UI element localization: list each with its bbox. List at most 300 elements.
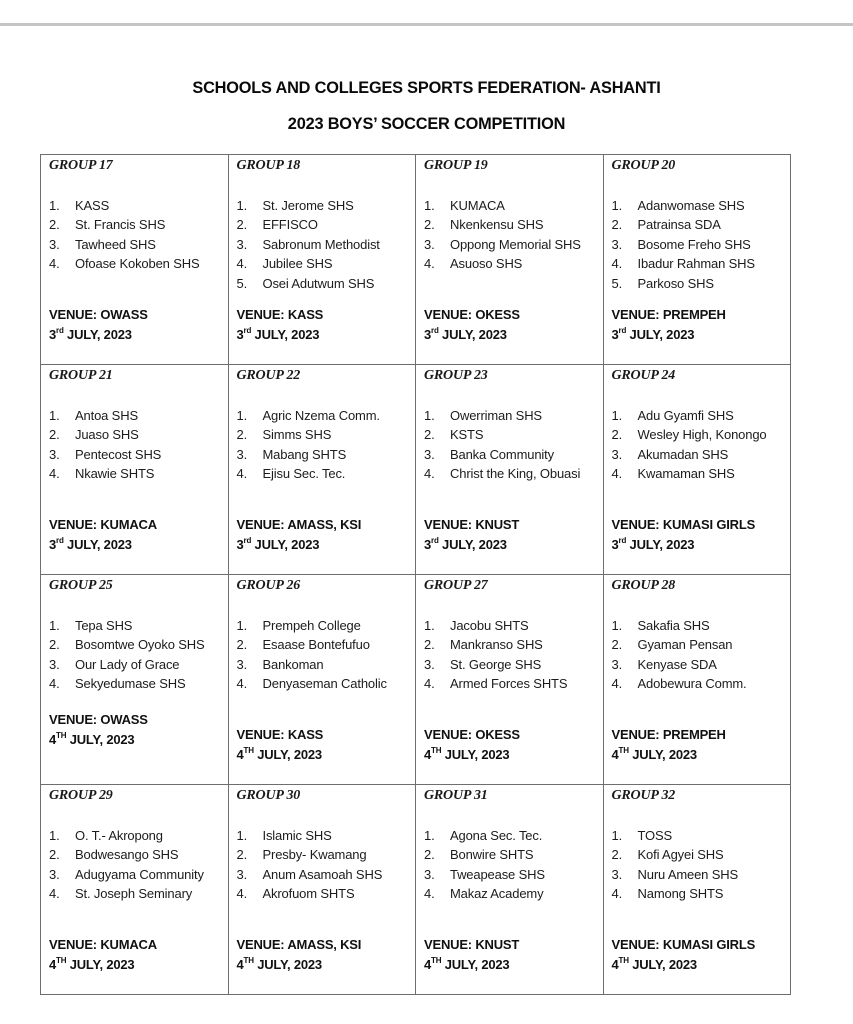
school-list-item [237, 464, 408, 483]
school-number: 1. [49, 198, 60, 213]
venue-block [237, 305, 324, 345]
venue-label: VENUE: OWASS [49, 712, 148, 727]
school-name: Parkoso SHS [637, 275, 714, 291]
school-list-item [424, 464, 595, 483]
school-name: Prempeh College [262, 618, 361, 633]
school-number: 3. [424, 446, 435, 462]
group-cell [416, 575, 604, 785]
school-name: Agona Sec. Tec. [450, 828, 543, 843]
group-title: GROUP 26 [236, 578, 301, 593]
school-list-item [612, 445, 783, 464]
group-title: GROUP 25 [49, 578, 113, 593]
school-number: 3. [49, 656, 60, 672]
school-name: EFFISCO [262, 217, 318, 233]
school-name: Osei Adutwum SHS [262, 275, 375, 291]
school-number: 1. [611, 408, 623, 423]
school-list [424, 196, 595, 274]
group-title: GROUP 21 [49, 368, 113, 383]
school-name: Bankoman [262, 656, 324, 672]
school-number: 3. [236, 656, 248, 672]
group-cell [228, 785, 416, 995]
group-title: GROUP 32 [611, 788, 676, 803]
school-name: Ejisu Sec. Tec. [262, 466, 346, 482]
venue-label: VENUE: PREMPEH [611, 727, 726, 742]
match-date [49, 535, 157, 555]
school-number: 4. [424, 256, 435, 272]
school-list-item [612, 254, 783, 273]
group-card [41, 575, 228, 784]
school-number: 4. [236, 256, 248, 272]
date-month-year: JULY, 2023 [253, 957, 322, 972]
school-number: 4. [611, 676, 623, 692]
school-list-item [424, 674, 595, 693]
group-cell [603, 365, 791, 575]
school-list-item [237, 254, 408, 273]
venue-label: VENUE: OWASS [49, 307, 148, 322]
venue-label: VENUE: KNUST [424, 937, 520, 952]
groups-row [41, 155, 791, 365]
school-name: KUMACA [450, 198, 505, 213]
school-name: Adu Gyamfi SHS [637, 408, 734, 423]
date-day: 3 [236, 327, 244, 342]
group-cell [603, 155, 791, 365]
group-card [229, 155, 416, 364]
school-number: 1. [611, 828, 623, 843]
date-day: 4 [236, 957, 244, 972]
school-name: Banka Community [450, 446, 554, 462]
group-cell [41, 785, 229, 995]
school-number: 3. [49, 236, 60, 252]
school-number: 4. [49, 256, 60, 272]
group-cell [416, 785, 604, 995]
school-name: Tweapease SHS [450, 866, 545, 882]
venue-label: VENUE: KUMACA [49, 517, 157, 532]
school-list-item [612, 655, 783, 674]
school-list-item [49, 635, 220, 654]
group-title: GROUP 27 [424, 578, 488, 593]
match-date [49, 325, 148, 345]
school-name: Patrainsa SDA [637, 217, 721, 233]
date-ordinal-suffix: TH [56, 730, 67, 740]
group-cell [603, 785, 791, 995]
school-list [237, 196, 408, 293]
school-list-item [424, 425, 595, 444]
school-number: 4. [49, 886, 60, 902]
date-ordinal-suffix: TH [431, 955, 442, 965]
school-name: Ofoase Kokoben SHS [75, 256, 200, 272]
school-name: Kenyase SDA [637, 656, 717, 672]
date-ordinal-suffix: TH [243, 745, 254, 755]
school-list-item [49, 406, 220, 425]
date-month-year: JULY, 2023 [628, 957, 697, 972]
page-top-divider [0, 23, 853, 26]
match-date [612, 325, 726, 345]
school-list-item [49, 196, 220, 215]
group-cell [41, 155, 229, 365]
school-number: 3. [611, 866, 623, 882]
school-name: Agric Nzema Comm. [262, 408, 380, 423]
date-month-year: JULY, 2023 [63, 327, 132, 342]
school-list [612, 826, 783, 904]
venue-block [49, 710, 148, 750]
venue-block [424, 515, 519, 555]
match-date [424, 955, 519, 975]
group-title: GROUP 29 [49, 788, 113, 803]
school-number: 3. [236, 446, 248, 462]
school-name: St. Jerome SHS [262, 198, 354, 213]
school-number: 3. [611, 656, 623, 672]
school-name: Simms SHS [262, 427, 332, 443]
school-name: Jubilee SHS [262, 256, 333, 272]
date-ordinal-suffix: rd [431, 325, 439, 335]
school-list-item [49, 884, 220, 903]
group-cell [603, 575, 791, 785]
school-list-item [612, 845, 783, 864]
school-number: 2. [236, 427, 248, 443]
school-list-item [612, 274, 783, 293]
school-list-item [612, 616, 783, 635]
date-day: 4 [49, 957, 57, 972]
school-name: St. George SHS [450, 656, 542, 672]
school-number: 4. [49, 466, 60, 482]
school-name: Adobewura Comm. [637, 676, 747, 692]
school-list-item [424, 254, 595, 273]
school-list-item [424, 406, 595, 425]
school-number: 1. [424, 198, 435, 213]
school-list-item [49, 425, 220, 444]
match-date [424, 745, 520, 765]
school-name: Mankranso SHS [450, 637, 543, 653]
school-number: 2. [236, 847, 248, 863]
date-day: 3 [611, 537, 619, 552]
school-name: Oppong Memorial SHS [450, 236, 581, 252]
school-number: 2. [49, 847, 60, 863]
date-ordinal-suffix: TH [56, 955, 67, 965]
school-number: 3. [424, 236, 435, 252]
school-name: O. T.- Akropong [75, 828, 163, 843]
school-list-item [424, 445, 595, 464]
groups-row [41, 575, 791, 785]
school-list-item [237, 196, 408, 215]
group-card [41, 365, 228, 574]
school-name: Akrofuom SHTS [262, 886, 355, 902]
date-day: 3 [49, 537, 57, 552]
date-month-year: JULY, 2023 [66, 732, 135, 747]
date-ordinal-suffix: rd [618, 325, 627, 335]
school-number: 2. [49, 427, 60, 443]
school-name: Armed Forces SHTS [450, 676, 568, 692]
school-number: 4. [236, 466, 248, 482]
school-name: Bosome Freho SHS [637, 236, 751, 252]
school-list [237, 616, 408, 694]
school-name: Nkenkensu SHS [450, 217, 544, 233]
date-ordinal-suffix: rd [618, 535, 627, 545]
group-card [41, 785, 228, 994]
group-cell [228, 365, 416, 575]
groups-table [40, 154, 791, 995]
school-number: 3. [236, 236, 248, 252]
school-list-item [612, 635, 783, 654]
school-name: Ibadur Rahman SHS [637, 256, 755, 272]
date-day: 3 [49, 327, 57, 342]
school-list-item [49, 826, 220, 845]
school-name: Antoa SHS [75, 408, 138, 423]
venue-block [49, 305, 148, 345]
school-number: 1. [236, 618, 248, 633]
date-month-year: JULY, 2023 [441, 957, 510, 972]
date-ordinal-suffix: TH [618, 745, 629, 755]
date-ordinal-suffix: TH [431, 745, 442, 755]
school-name: Tawheed SHS [75, 236, 156, 252]
venue-label: VENUE: KASS [236, 307, 324, 322]
group-title: GROUP 24 [611, 368, 676, 383]
date-month-year: JULY, 2023 [63, 537, 132, 552]
school-number: 3. [424, 656, 435, 672]
group-title: GROUP 30 [236, 788, 301, 803]
school-number: 2. [611, 217, 623, 233]
group-title: GROUP 17 [49, 158, 113, 173]
date-month-year: JULY, 2023 [441, 747, 510, 762]
venue-block [612, 305, 726, 345]
group-card [604, 155, 791, 364]
school-list [237, 826, 408, 904]
school-number: 1. [49, 408, 60, 423]
date-month-year: JULY, 2023 [438, 537, 507, 552]
school-name: Namong SHTS [637, 886, 724, 902]
school-name: Nkawie SHTS [75, 466, 155, 482]
school-list-item [612, 884, 783, 903]
school-number: 4. [236, 886, 248, 902]
school-list-item [424, 616, 595, 635]
venue-block [49, 935, 157, 975]
group-card [416, 785, 603, 994]
school-list-item [424, 635, 595, 654]
school-number: 1. [49, 828, 60, 843]
date-ordinal-suffix: rd [243, 325, 252, 335]
date-day: 4 [611, 747, 619, 762]
group-cell [416, 155, 604, 365]
venue-block [237, 515, 362, 555]
match-date [237, 535, 362, 555]
date-day: 4 [611, 957, 619, 972]
school-name: Christ the King, Obuasi [450, 466, 581, 482]
school-list [49, 406, 220, 484]
school-number: 4. [611, 886, 623, 902]
school-number: 4. [424, 676, 435, 692]
school-list-item [424, 865, 595, 884]
match-date [237, 745, 324, 765]
venue-block [612, 935, 756, 975]
groups-row [41, 365, 791, 575]
school-number: 2. [611, 427, 623, 443]
school-name: Anum Asamoah SHS [262, 866, 383, 882]
school-list-item [237, 865, 408, 884]
school-list-item [424, 196, 595, 215]
school-name: Nuru Ameen SHS [637, 866, 739, 882]
school-list-item [237, 884, 408, 903]
school-number: 1. [236, 828, 248, 843]
group-card [604, 785, 791, 994]
school-name: Tepa SHS [75, 618, 133, 633]
school-list-item [237, 616, 408, 635]
school-name: Our Lady of Grace [75, 656, 180, 672]
date-day: 4 [49, 732, 57, 747]
group-card [229, 365, 416, 574]
school-list-item [424, 215, 595, 234]
school-number: 4. [49, 676, 60, 692]
school-name: Akumadan SHS [637, 446, 729, 462]
school-number: 4. [424, 466, 435, 482]
school-name: Bosomtwe Oyoko SHS [75, 637, 205, 653]
school-name: Kofi Agyei SHS [637, 847, 724, 863]
school-list-item [49, 616, 220, 635]
school-list-item [424, 884, 595, 903]
venue-block [237, 935, 362, 975]
date-month-year: JULY, 2023 [626, 327, 695, 342]
school-list [49, 616, 220, 694]
group-card [229, 575, 416, 784]
school-name: Gyaman Pensan [637, 637, 733, 653]
school-name: Juaso SHS [75, 427, 139, 443]
match-date [49, 730, 148, 750]
school-list-item [237, 845, 408, 864]
school-number: 5. [236, 275, 248, 291]
group-card [604, 365, 791, 574]
match-date [237, 955, 362, 975]
date-month-year: JULY, 2023 [251, 537, 320, 552]
school-list [49, 826, 220, 904]
school-list-item [49, 235, 220, 254]
match-date [424, 535, 519, 555]
school-name: Adugyama Community [75, 866, 204, 882]
match-date [612, 745, 726, 765]
school-list-item [612, 215, 783, 234]
group-title: GROUP 20 [611, 158, 676, 173]
school-list-item [49, 254, 220, 273]
school-list-item [612, 674, 783, 693]
school-name: Asuoso SHS [450, 256, 523, 272]
school-list-item [49, 655, 220, 674]
date-month-year: JULY, 2023 [628, 747, 697, 762]
school-name: Presby- Kwamang [262, 847, 367, 863]
match-date [612, 955, 756, 975]
school-list [49, 196, 220, 274]
groups-row [41, 785, 791, 995]
match-date [237, 325, 324, 345]
group-title: GROUP 31 [424, 788, 488, 803]
venue-label: VENUE: KUMACA [49, 937, 157, 952]
school-number: 1. [611, 198, 623, 213]
venue-label: VENUE: OKESS [424, 727, 520, 742]
school-list-item [424, 845, 595, 864]
school-list-item [612, 425, 783, 444]
date-day: 3 [424, 537, 432, 552]
venue-block [237, 725, 324, 765]
school-list [612, 406, 783, 484]
school-list-item [237, 406, 408, 425]
school-list [424, 826, 595, 904]
school-list-item [237, 826, 408, 845]
school-list-item [424, 826, 595, 845]
school-list-item [49, 215, 220, 234]
school-list-item [424, 235, 595, 254]
date-month-year: JULY, 2023 [626, 537, 695, 552]
school-name: Owerriman SHS [450, 408, 542, 423]
school-number: 1. [424, 408, 435, 423]
group-title: GROUP 28 [611, 578, 676, 593]
school-list-item [237, 215, 408, 234]
school-number: 2. [49, 637, 60, 653]
school-number: 4. [611, 256, 623, 272]
date-ordinal-suffix: rd [431, 535, 439, 545]
venue-block [424, 305, 520, 345]
school-number: 1. [424, 828, 435, 843]
school-list-item [49, 464, 220, 483]
school-list-item [237, 445, 408, 464]
date-month-year: JULY, 2023 [66, 957, 135, 972]
school-number: 2. [424, 217, 435, 233]
date-day: 4 [424, 957, 432, 972]
venue-block [612, 725, 726, 765]
school-list-item [237, 655, 408, 674]
school-list-item [49, 445, 220, 464]
school-list-item [612, 464, 783, 483]
school-list [237, 406, 408, 484]
school-name: Mabang SHTS [262, 446, 347, 462]
group-cell [41, 575, 229, 785]
school-number: 5. [611, 275, 623, 291]
school-name: Sakafia SHS [637, 618, 710, 633]
school-list-item [237, 235, 408, 254]
venue-label: VENUE: KUMASI GIRLS [611, 937, 756, 952]
venue-label: VENUE: PREMPEH [611, 307, 726, 322]
group-cell [228, 575, 416, 785]
date-ordinal-suffix: rd [243, 535, 252, 545]
school-name: TOSS [637, 828, 673, 843]
group-cell [41, 365, 229, 575]
school-list-item [49, 845, 220, 864]
school-name: Sabronum Methodist [262, 236, 380, 252]
venue-label: VENUE: AMASS, KSI [236, 517, 362, 532]
date-month-year: JULY, 2023 [253, 747, 322, 762]
school-list-item [612, 826, 783, 845]
school-name: Islamic SHS [262, 828, 332, 843]
venue-block [424, 725, 520, 765]
group-card [604, 575, 791, 784]
school-number: 2. [611, 637, 623, 653]
date-day: 3 [236, 537, 244, 552]
school-number: 1. [424, 618, 435, 633]
school-name: KASS [75, 198, 110, 213]
school-list-item [237, 274, 408, 293]
date-month-year: JULY, 2023 [251, 327, 320, 342]
school-number: 2. [424, 847, 435, 863]
venue-label: VENUE: OKESS [424, 307, 520, 322]
venue-label: VENUE: AMASS, KSI [236, 937, 362, 952]
school-name: KSTS [450, 427, 484, 443]
school-name: Jacobu SHTS [450, 618, 529, 633]
group-card [416, 575, 603, 784]
school-number: 2. [424, 427, 435, 443]
school-number: 2. [611, 847, 623, 863]
school-number: 4. [236, 676, 248, 692]
group-card [416, 365, 603, 574]
document-title: SCHOOLS AND COLLEGES SPORTS FEDERATION- ASHANTI [192, 78, 661, 97]
school-name: Wesley High, Konongo [637, 427, 767, 443]
group-cell [228, 155, 416, 365]
venue-label: VENUE: KASS [236, 727, 324, 742]
match-date [612, 535, 756, 555]
